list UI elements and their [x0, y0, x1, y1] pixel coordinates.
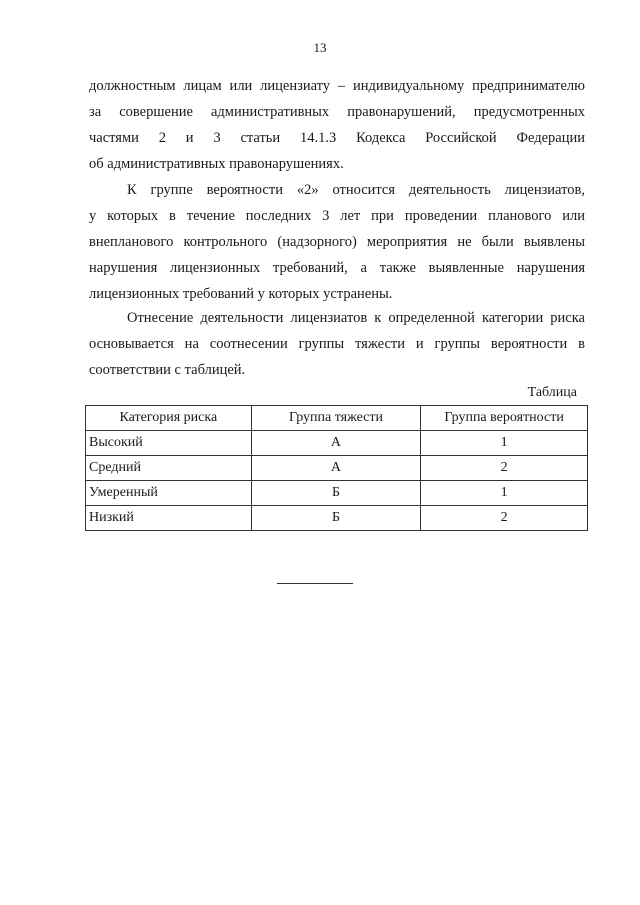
cell-severity-group: Б	[251, 481, 421, 506]
table-row	[86, 431, 588, 456]
cell-probability-group: 2	[421, 506, 588, 531]
paragraph-line: за совершение административных правонарушений, предусмотренных	[89, 104, 585, 120]
cell-severity-group: А	[251, 431, 421, 456]
paragraph-line: частями 2 и 3 статьи 14.1.3 Кодекса Российской Федерации	[89, 130, 585, 146]
paragraph-line: у которых в течение последних 3 лет при проведении планового или	[89, 208, 585, 224]
header-probability-group: Группа вероятности	[421, 406, 588, 431]
cell-risk-category: Умеренный	[86, 481, 252, 506]
cell-probability-group: 1	[421, 481, 588, 506]
cell-probability-group: 2	[421, 456, 588, 481]
cell-severity-group: А	[251, 456, 421, 481]
cell-probability-group: 1	[421, 431, 588, 456]
cell-risk-category: Высокий	[86, 431, 252, 456]
cell-severity-group: Б	[251, 506, 421, 531]
table-row	[86, 481, 588, 506]
paragraph-line: соответствии с таблицей.	[89, 362, 246, 378]
table-row	[86, 506, 588, 531]
paragraph-line: внепланового контрольного (надзорного) мероприятия не были выявлены	[89, 234, 585, 250]
cell-risk-category: Средний	[86, 456, 252, 481]
risk-category-table	[85, 405, 588, 531]
end-of-text-rule	[277, 583, 353, 584]
table-header-row	[86, 406, 588, 431]
paragraph-line: Отнесение деятельности лицензиатов к определенной категории риска	[127, 310, 585, 326]
cell-risk-category: Низкий	[86, 506, 252, 531]
paragraph-1	[89, 76, 585, 180]
paragraph-line: К группе вероятности «2» относится деятельность лицензиатов,	[127, 182, 585, 198]
paragraph-2	[89, 180, 585, 310]
paragraph-line: должностным лицам или лицензиату – индивидуальному предпринимателю	[89, 78, 585, 94]
paragraph-3	[89, 308, 585, 386]
paragraph-line: основывается на соотнесении группы тяжести и группы вероятности в	[89, 336, 585, 352]
table-caption: Таблица	[527, 385, 577, 400]
paragraph-line: лицензионных требований у которых устранены.	[89, 286, 393, 302]
header-risk-category: Категория риска	[86, 406, 252, 431]
table-row	[86, 456, 588, 481]
header-severity-group: Группа тяжести	[251, 406, 421, 431]
page-number: 13	[313, 40, 327, 55]
paragraph-line: об административных правонарушениях.	[89, 156, 344, 172]
paragraph-line: нарушения лицензионных требований, а также выявленные нарушения	[89, 260, 585, 276]
